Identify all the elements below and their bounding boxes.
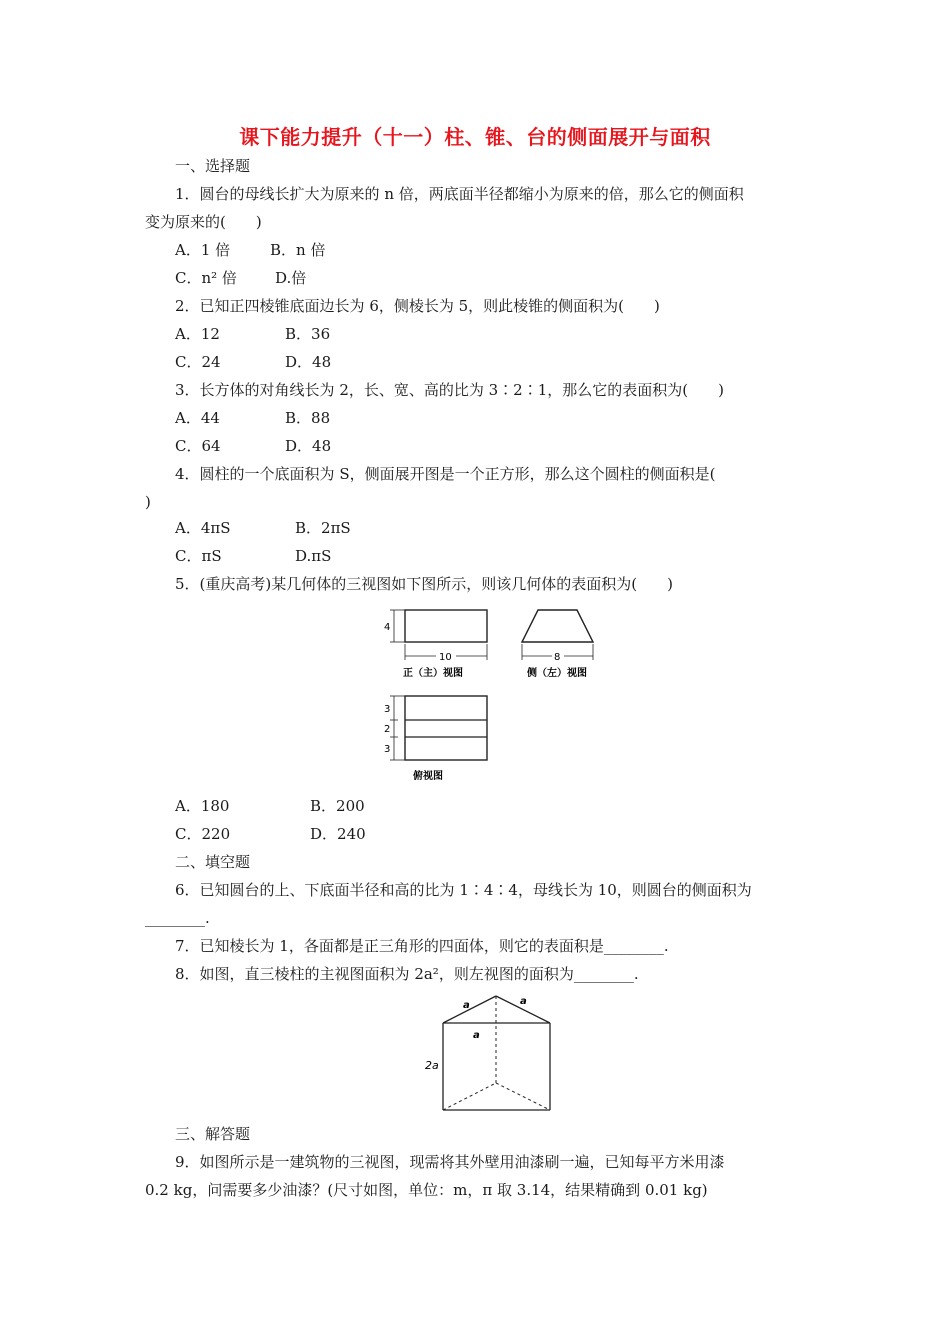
top-dim-1: 3 — [384, 704, 391, 715]
question-2-line-1: 2．已知正四棱锥底面边长为 6，侧棱长为 5，则此棱锥的侧面积为( ) — [175, 297, 660, 315]
question-5-option-c: C．220 — [175, 825, 231, 843]
prism-figure — [420, 990, 570, 1115]
question-5-line-1: 5．(重庆高考)某几何体的三视图如下图所示，则该几何体的表面积为( ) — [175, 575, 673, 593]
question-2-option-c: C．24 — [175, 353, 221, 371]
question-1-option-a: A．1 倍 — [175, 241, 231, 259]
question-4-option-a: A．4πS — [175, 519, 231, 537]
question-1-option-c: C．n² 倍 — [175, 269, 237, 287]
question-9-line-1: 9．如图所示是一建筑物的三视图，现需将其外壁用油漆刷一遍，已知每平方米用漆 — [175, 1153, 725, 1171]
edge-label-a-right: a — [520, 996, 527, 1007]
question-4-line-2: ) — [145, 493, 151, 511]
side-view-trapezoid — [522, 610, 593, 642]
side-view-caption: 侧（左）视图 — [527, 668, 587, 679]
height-label: 2a — [425, 1059, 439, 1072]
question-1-option-d: D.倍 — [275, 269, 307, 287]
front-height-label: 4 — [384, 622, 391, 633]
section-heading-choice: 一、选择题 — [175, 157, 251, 175]
question-4-option-c: C．πS — [175, 547, 222, 565]
question-2-option-d: D．48 — [285, 353, 332, 371]
side-width-label: 8 — [554, 652, 561, 663]
front-view-rect — [405, 610, 487, 642]
edge-label-a-bottom: a — [473, 1030, 480, 1041]
three-view-figure — [370, 600, 620, 790]
question-2-option-a: A．12 — [175, 325, 220, 343]
question-3-option-c: C．64 — [175, 437, 221, 455]
question-5-option-b: B．200 — [310, 797, 365, 815]
front-width-label: 10 — [439, 652, 452, 663]
question-5-option-d: D．240 — [310, 825, 366, 843]
question-4-line-1: 4．圆柱的一个底面积为 S，侧面展开图是一个正方形，那么这个圆柱的侧面积是( — [175, 465, 716, 483]
page-title: 课下能力提升（十一）柱、锥、台的侧面展开与面积 — [239, 125, 711, 149]
question-3-option-b: B．88 — [285, 409, 331, 427]
question-6-line-1: 6．已知圆台的上、下底面半径和高的比为 1∶4∶4，母线长为 10，则圆台的侧面积为 — [175, 881, 752, 899]
question-8-line-1: 8．如图，直三棱柱的主视图面积为 2a²，则左视图的面积为________. — [175, 965, 639, 983]
question-3-option-a: A．44 — [175, 409, 220, 427]
question-2-option-b: B．36 — [285, 325, 331, 343]
edge-label-a-left: a — [463, 1000, 470, 1011]
top-view-rect — [405, 696, 487, 760]
question-4-option-d: D.πS — [295, 547, 332, 565]
top-dim-2: 2 — [384, 724, 391, 735]
question-3-line-1: 3．长方体的对角线长为 2，长、宽、高的比为 3∶2∶1，那么它的表面积为( ) — [175, 381, 724, 399]
front-view-caption: 正（主）视图 — [403, 668, 463, 679]
question-6-line-2: ________. — [145, 909, 210, 927]
question-9-line-2: 0.2 kg，问需要多少油漆？(尺寸如图，单位：m，π 取 3.14，结果精确到 0.01 kg) — [145, 1181, 708, 1199]
question-5-option-a: A．180 — [175, 797, 230, 815]
section-heading-fill: 二、填空题 — [175, 853, 251, 871]
question-1-option-b: B．n 倍 — [270, 241, 326, 259]
top-dim-3: 3 — [384, 744, 391, 755]
section-heading-answer: 三、解答题 — [175, 1125, 251, 1143]
question-1-line-1: 1．圆台的母线长扩大为原来的 n 倍，两底面半径都缩小为原来的倍，那么它的侧面积 — [175, 185, 744, 203]
question-7-line-1: 7．已知棱长为 1，各面都是正三角形的四面体，则它的表面积是________. — [175, 937, 669, 955]
question-4-option-b: B．2πS — [295, 519, 351, 537]
question-1-line-2: 变为原来的( ) — [145, 213, 262, 231]
question-3-option-d: D．48 — [285, 437, 332, 455]
top-view-caption: 俯视图 — [413, 771, 443, 782]
